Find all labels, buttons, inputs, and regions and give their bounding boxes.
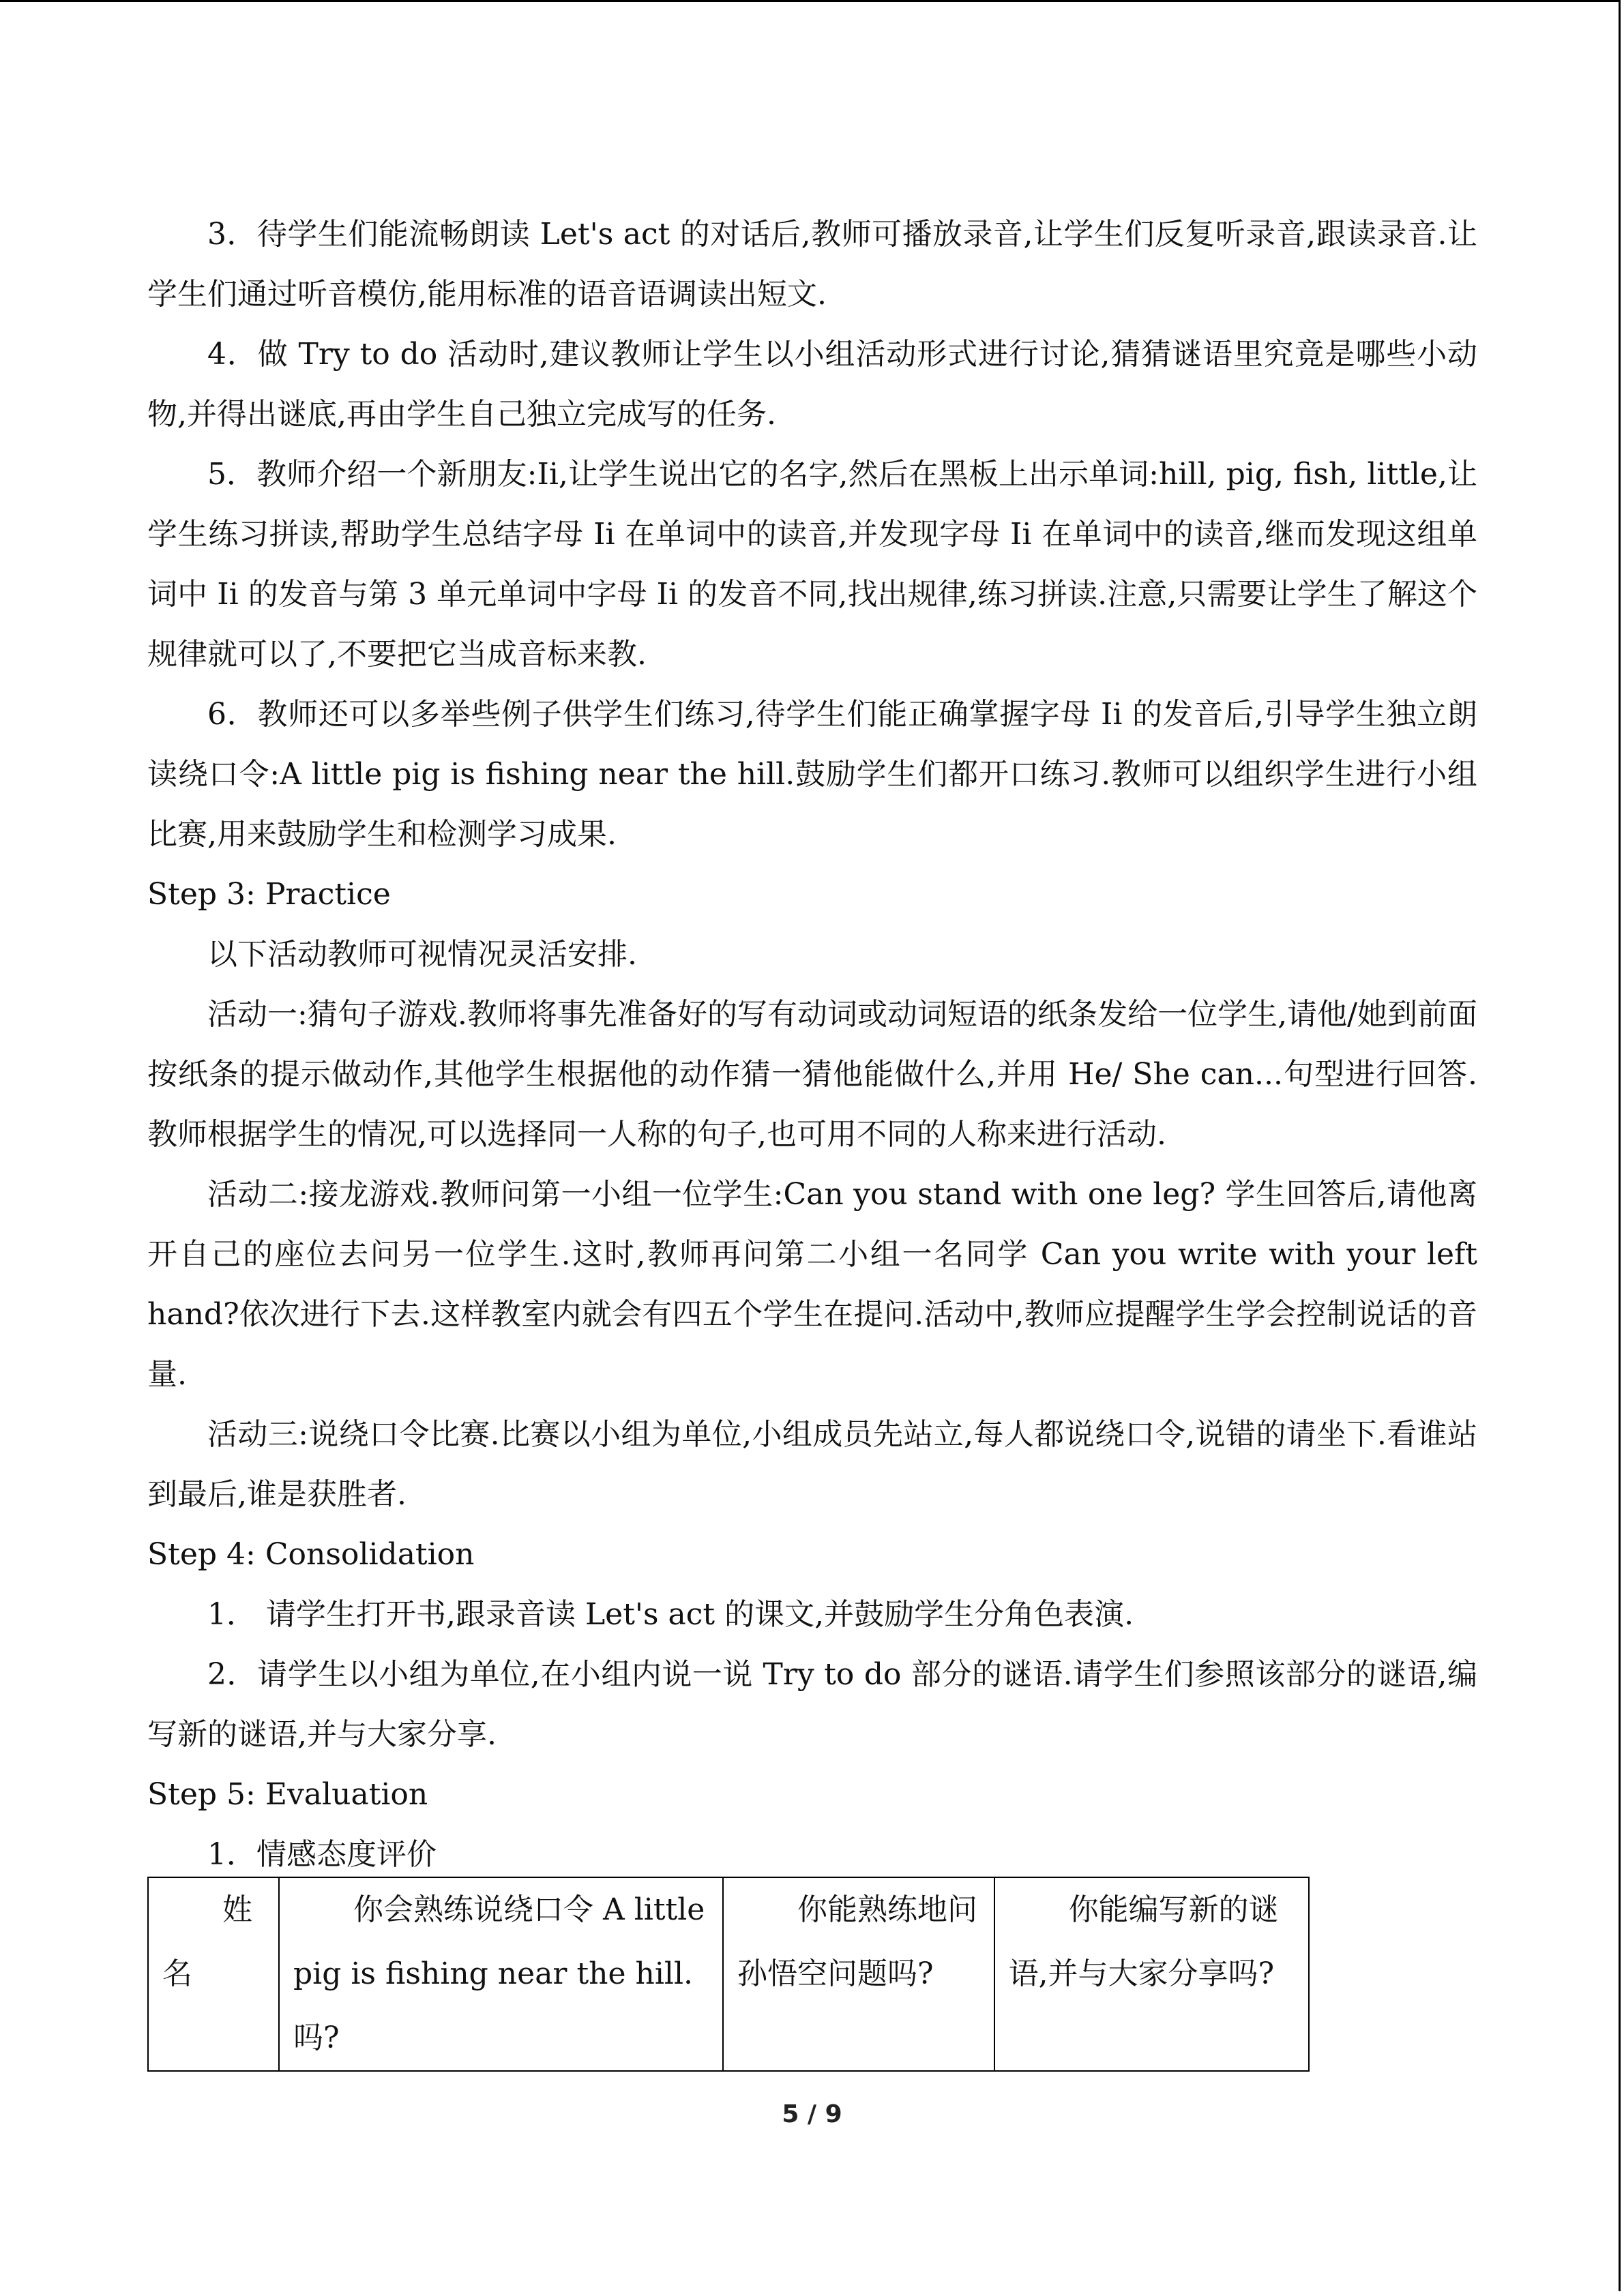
paragraph-step5-item1: 1．情感态度评价 — [207, 1837, 437, 1872]
table-header-name: 姓名 — [148, 1877, 279, 2071]
heading-step4: Step 4: Consolidation — [147, 1537, 475, 1572]
paragraph-step3-intro: 以下活动教师可视情况灵活安排. — [207, 937, 637, 972]
heading-step5: Step 5: Evaluation — [147, 1777, 428, 1812]
paragraph-step4-item2: 2．请学生以小组为单位,在小组内说一说 Try to do 部分的谜语.请学生们参照该部分的谜语,编写新的谜语,并与大家分享. — [147, 1657, 1477, 1752]
paragraph-step4-item1: 1． 请学生打开书,跟录音读 Let's act 的课文,并鼓励学生分角色表演. — [207, 1597, 1134, 1632]
paragraph-step2-item6: 6．教师还可以多举些例子供学生们练习,待学生们能正确掌握字母 Ii 的发音后,引导学生独立朗读绕口令:A little pig is fishing near the hill.鼓励学生们都开口练习.教师可以组织学生进行小组比赛,用来鼓励学生和检测学习成果. — [147, 697, 1477, 852]
paragraph-activity2: 活动二:接龙游戏.教师问第一小组一位学生:Can you stand with one leg? 学生回答后,请他离开自己的座位去问另一位学生.这时,教师再问第二小组一名同学 Can you write with your left hand?依次进行下去.这样教室内就会有四五个学生在提问.活动中,教师应提醒学生学会控制说话的音量. — [147, 1177, 1477, 1392]
paragraph-step2-item4: 4．做 Try to do 活动时,建议教师让学生以小组活动形式进行讨论,猜猜谜语里究竟是哪些小动物,并得出谜底,再由学生自己独立完成写的任务. — [147, 337, 1477, 432]
heading-step3: Step 3: Practice — [147, 877, 391, 912]
table-header-ask-questions: 你能熟练地问孙悟空问题吗? — [723, 1877, 994, 2071]
paragraph-activity1: 活动一:猜句子游戏.教师将事先准备好的写有动词或动词短语的纸条发给一位学生,请他/她到前面按纸条的提示做动作,其他学生根据他的动作猜一猜他能做什么,并用 He/ She can...句型进行回答.教师根据学生的情况,可以选择同一人称的句子,也可用不同的人称来进行活动. — [147, 997, 1477, 1152]
evaluation-table — [147, 1877, 1310, 2072]
table-header-tongue-twister: 你会熟练说绕口令 A little pig is fishing near the hill.吗? — [279, 1877, 723, 2071]
table-row — [148, 1877, 1309, 2071]
paragraph-step2-item3: 3．待学生们能流畅朗读 Let's act 的对话后,教师可播放录音,让学生们反复听录音,跟读录音.让学生们通过听音模仿,能用标准的语音语调读出短文. — [147, 217, 1477, 312]
table-header-write-riddle: 你能编写新的谜语,并与大家分享吗? — [994, 1877, 1309, 2071]
paragraph-step2-item5: 5．教师介绍一个新朋友:Ii,让学生说出它的名字,然后在黑板上出示单词:hill, pig, fish, little,让学生练习拼读,帮助学生总结字母 Ii 在单词中的读音,并发现字母 Ii 在单词中的读音,继而发现这组单词中 Ii 的发音与第 3 单元单词中字母 Ii 的发音不同,找出规律,练习拼读.注意,只需要让学生了解这个规律就可以了,不要把它当成音标来教. — [147, 457, 1477, 672]
document-body — [147, 205, 1477, 1885]
paragraph-activity3: 活动三:说绕口令比赛.比赛以小组为单位,小组成员先站立,每人都说绕口令,说错的请坐下.看谁站到最后,谁是获胜者. — [147, 1417, 1477, 1512]
page-number: 5 / 9 — [782, 2100, 842, 2128]
